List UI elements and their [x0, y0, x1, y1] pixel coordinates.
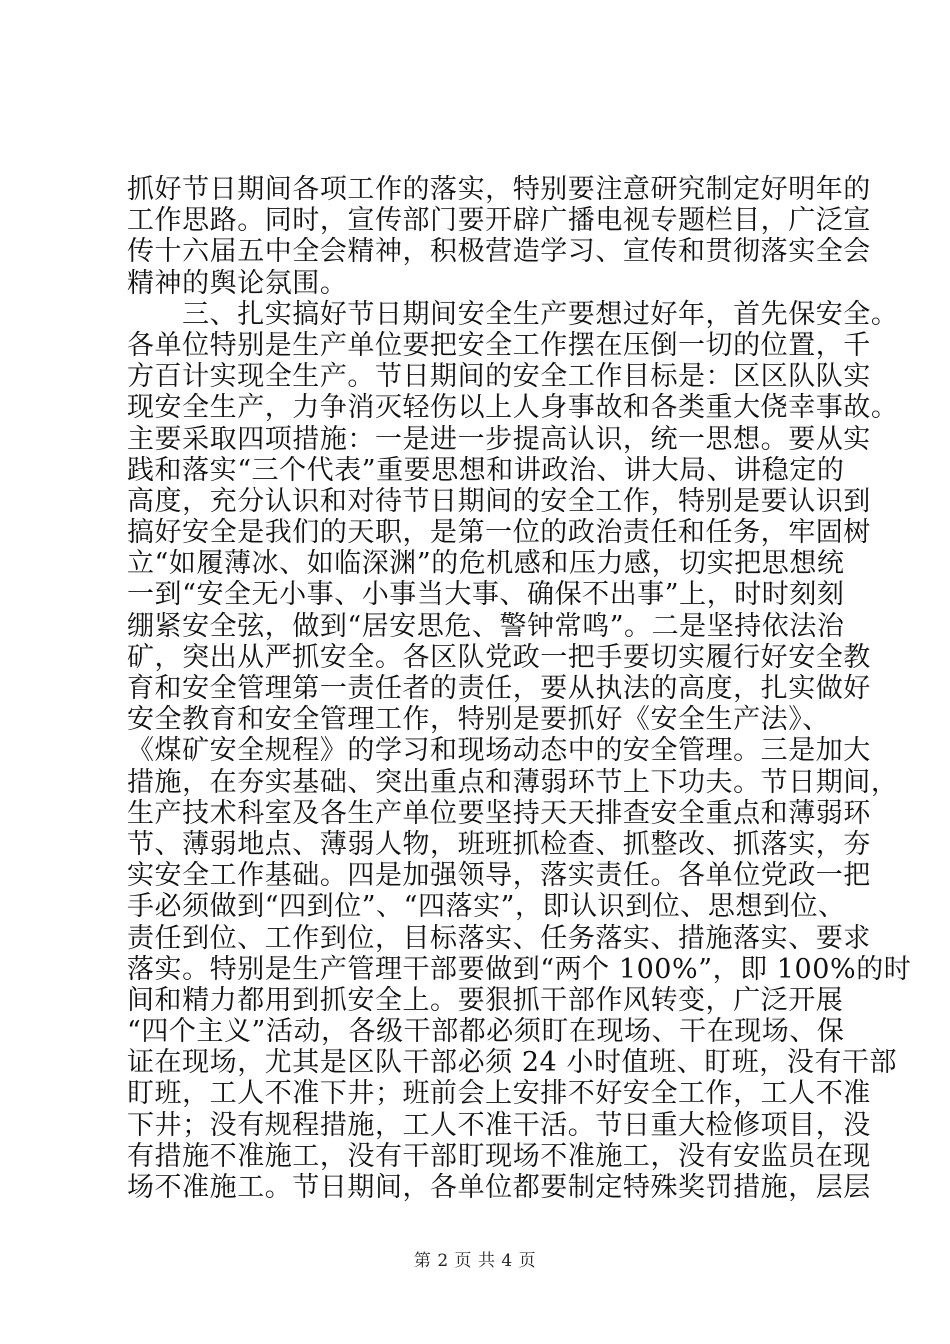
text-line: 育和安全管理第一责任者的责任，要从执法的高度，扎实做好 — [127, 673, 871, 704]
text-line: 下井；没有规程措施，工人不准干活。节日重大检修项目，没 — [127, 1109, 871, 1141]
text-line: “四个主义”活动，各级干部都必须盯在现场、干在现场、保 — [127, 1016, 845, 1048]
body-text — [127, 174, 912, 1203]
text-line: 一到“安全无小事、小事当大事、确保不出事”上，时时刻刻 — [127, 579, 845, 611]
text-line: 《煤矿安全规程》的学习和现场动态中的安全管理。三是加大 — [127, 735, 871, 767]
text-line: 实安全工作基础。四是加强领导，落实责任。各单位党政一把 — [127, 860, 871, 892]
text-line: 手必须做到“四到位”、“四落实”，即认识到位、思想到位、 — [127, 891, 846, 923]
text-line: 场不准施工。节日期间，各单位都要制定特殊奖罚措施，层层 — [127, 1172, 871, 1203]
text-line: 节、薄弱地点、薄弱人物，班班抓检查、抓整改、抓落实，夯 — [127, 828, 871, 860]
page-number-footer: 第 2 页 共 4 页 — [413, 1251, 537, 1271]
text-line: 立“如履薄冰、如临深渊”的危机感和压力感，切实把思想统 — [127, 548, 845, 580]
text-line: 三、扎实搞好节日期间安全生产要想过好年，首先保安全。 — [127, 298, 899, 330]
text-line: 抓好节日期间各项工作的落实，特别要注意研究制定好明年的 — [127, 174, 871, 205]
text-line: 搞好安全是我们的天职，是第一位的政治责任和任务，牢固树 — [127, 517, 871, 549]
text-line: 盯班，工人不准下井；班前会上安排不好安全工作，工人不准 — [127, 1078, 871, 1110]
text-line: 现安全生产，力争消灭轻伤以上人身事故和各类重大侥幸事故。 — [127, 392, 899, 424]
text-line: 安全教育和安全管理工作，特别是要抓好《安全生产法》、 — [127, 704, 830, 736]
text-line: 生产技术科室及各生产单位要坚持天天排查安全重点和薄弱环 — [127, 797, 871, 829]
text-line: 有措施不准施工，没有干部盯现场不准施工，没有安监员在现 — [127, 1140, 871, 1172]
text-line: 高度，充分认识和对待节日期间的安全工作，特别是要认识到 — [127, 485, 871, 517]
text-line: 措施，在夯实基础、突出重点和薄弱环节上下功夫。节日期间， — [127, 766, 899, 798]
text-line: 各单位特别是生产单位要把安全工作摆在压倒一切的位置，千 — [127, 329, 871, 361]
text-line: 落实。特别是生产管理干部要做到“两个 100%”，即 100%的时 — [127, 953, 912, 985]
text-line: 践和落实“三个代表”重要思想和讲政治、讲大局、讲稳定的 — [127, 454, 845, 486]
text-line: 主要采取四项措施：一是进一步提高认识，统一思想。要从实 — [127, 423, 871, 455]
text-line: 责任到位、工作到位，目标落实、任务落实、措施落实、要求 — [127, 922, 871, 954]
text-line: 矿，突出从严抓安全。各区队党政一把手要切实履行好安全教 — [127, 641, 871, 673]
text-line: 绷紧安全弦，做到“居安思危、警钟常鸣”。二是坚持依法治 — [127, 610, 845, 642]
text-line: 工作思路。同时，宣传部门要开辟广播电视专题栏目，广泛宣 — [127, 205, 871, 237]
text-line: 间和精力都用到抓安全上。要狠抓干部作风转变，广泛开展 — [127, 984, 844, 1016]
text-line: 证在现场，尤其是区队干部必须 24 小时值班、盯班，没有干部 — [127, 1047, 898, 1079]
text-line: 传十六届五中全会精神，积极营造学习、宣传和贯彻落实全会 — [127, 236, 871, 268]
text-line: 方百计实现全生产。节日期间的安全工作目标是：区区队队实 — [127, 361, 871, 393]
text-line: 精神的舆论氛围。 — [127, 267, 348, 299]
